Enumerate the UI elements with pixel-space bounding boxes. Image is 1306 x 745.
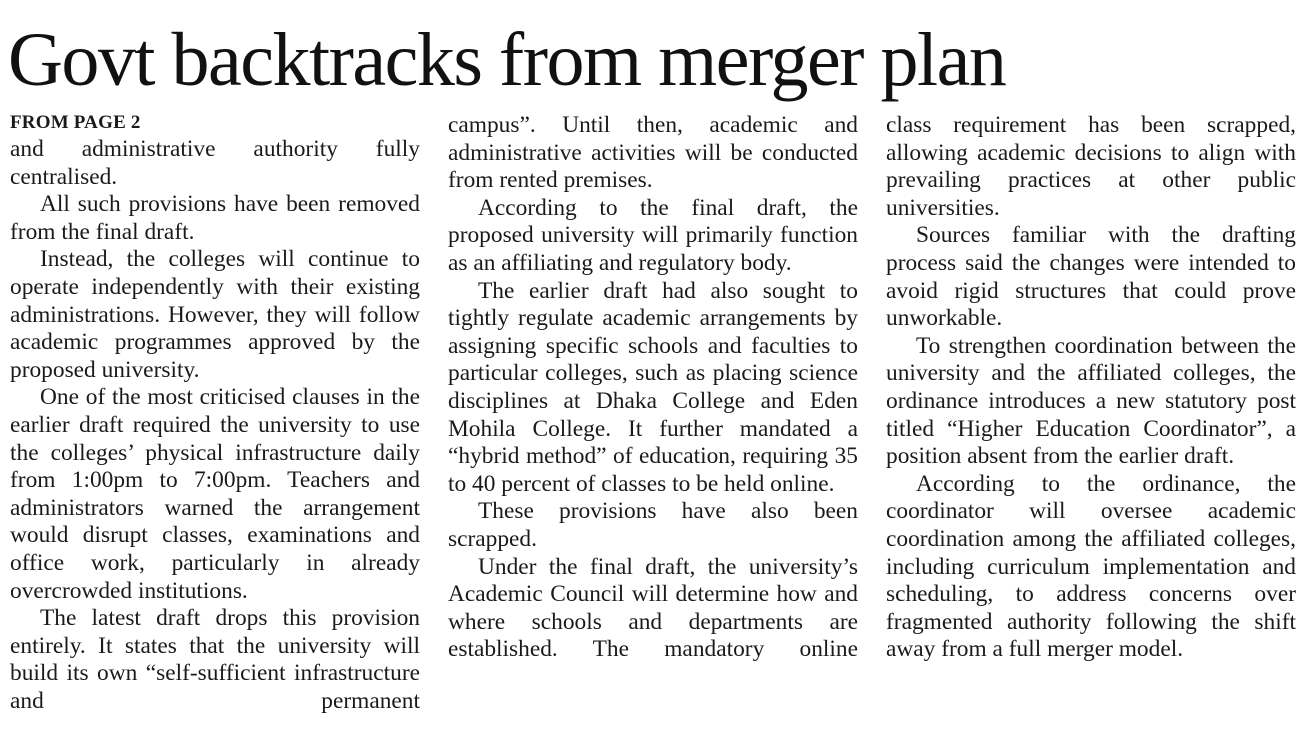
paragraph: campus”. Until then, academic and administrative activities will be conducted from rented premises. <box>448 112 858 194</box>
paragraph: and administrative authority fully centralised. <box>10 136 420 190</box>
paragraph: According to the final draft, the proposed university will primarily function as an affiliating and regulatory body. <box>448 194 858 276</box>
article-column-1 <box>10 112 420 715</box>
paragraph: All such provisions have been removed from the final draft. <box>10 191 420 245</box>
paragraph: Instead, the colleges will continue to operate independently with their existing administrations. However, they will follow academic programmes approved by the proposed university. <box>10 246 420 383</box>
article-column-2 <box>448 112 858 664</box>
paragraph: To strengthen coordination between the university and the affiliated colleges, the ordinance introduces a new statutory post titled “Higher Education Coordinator”, a position absent from the earlier draft. <box>886 332 1296 470</box>
headline: Govt backtracks from merger plan <box>8 18 1006 102</box>
paragraph: The latest draft drops this provision entirely. It states that the university will build its own “self-sufficient infrastructure and permanent <box>10 605 420 714</box>
paragraph: class requirement has been scrapped, allowing academic decisions to align with prevailing practices at other public universities. <box>886 112 1296 221</box>
paragraph: The earlier draft had also sought to tightly regulate academic arrangements by assigning specific schools and faculties to particular colleges, such as placing science disciplines at Dhaka College and Eden Mohila College. It further mandated a “hybrid method” of education, requiring 35 to 40 percent of classes to be held online. <box>448 277 858 497</box>
jump-label: FROM PAGE 2 <box>10 112 141 133</box>
paragraph: One of the most criticised clauses in the earlier draft required the university to use the colleges’ physical infrastructure daily from 1:00pm to 7:00pm. Teachers and administrators warned the arrangement would disrupt classes, examinations and office work, particularly in already overcrowded institutions. <box>10 384 420 604</box>
article-column-3 <box>886 112 1296 664</box>
paragraph: According to the ordinance, the coordinator will oversee academic coordination among the affiliated colleges, including curriculum implementation and scheduling, to address concerns over fragmented authority following the shift away from a full merger model. <box>886 470 1296 663</box>
paragraph: Sources familiar with the drafting process said the changes were intended to avoid rigid structures that could prove unworkable. <box>886 222 1296 332</box>
paragraph: These provisions have also been scrapped. <box>448 498 858 552</box>
paragraph: Under the final draft, the university’s Academic Council will determine how and where schools and departments are established. The mandatory online <box>448 553 858 663</box>
